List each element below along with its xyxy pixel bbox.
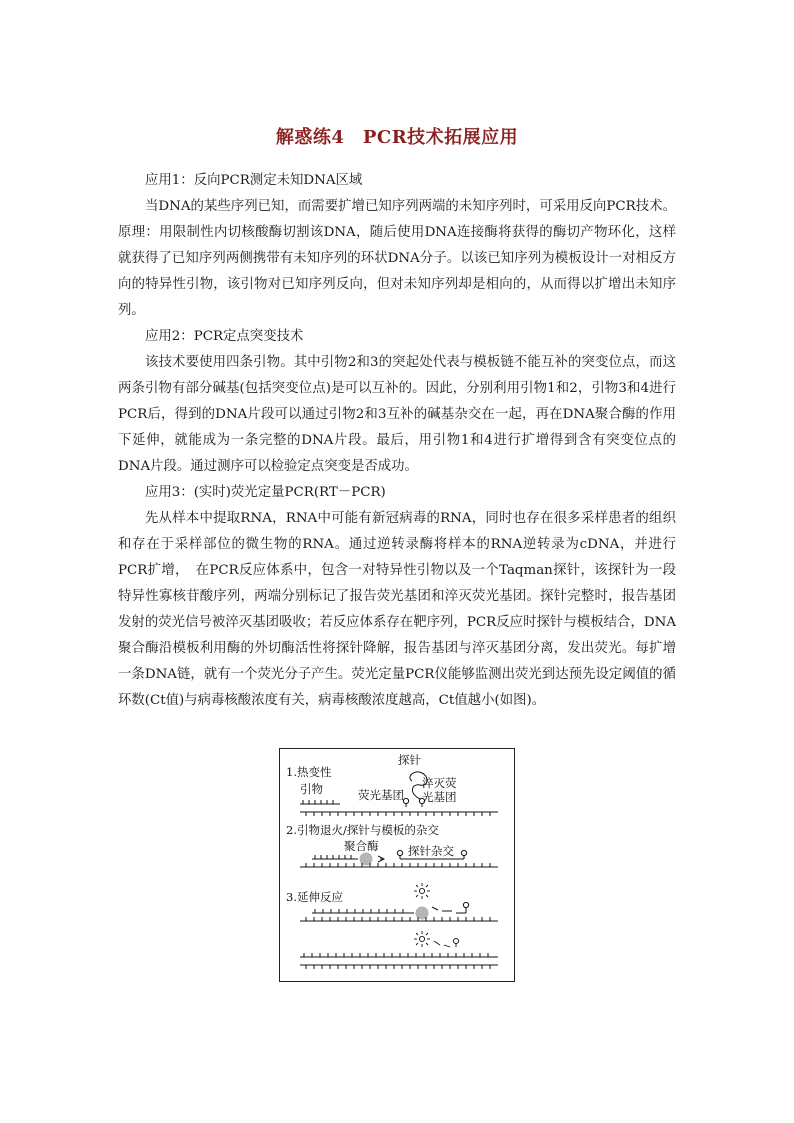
probe-label: 探针 <box>398 753 421 767</box>
polymerase-icon-step3 <box>416 907 429 920</box>
step1-template-strand <box>300 812 498 816</box>
section-heading-2: 应用2：PCR定点突变技术 <box>145 329 304 344</box>
final-strands <box>300 953 498 969</box>
step3-template-ticks <box>306 917 490 921</box>
section-paragraph-3: 先从样本中提取RNA，RNA中可能有新冠病毒的RNA，同时也存在很多采样患者的组织和存在于采样部位的微生物的RNA。通过逆转录酶将样本的RNA逆转录为cDNA，并进行PCR扩增， 在PCR反应体系中，包含一对特异性引物以及一个Taqman探针，该探针为一段特异性寡核苷酸序列，两端分别标记了报告荧光基团和淬灭荧光基团。探针完整时，报告基团发射的荧光信号被淬灭基团吸收；若反应体系存在靶序列，PCR反应时探针与模板结合，DNA聚合酶沿模板利用酶的外切酶活性将探针降解，报告基团与淬灭基团分离，发出荧光。每扩增一条DNA链，就有一个荧光分子产生。荧光定量PCR仪能够监测出荧光到达预先设定阈值的循环数(Ct值)与病毒核酸浓度有关，病毒核酸浓度越高，Ct值越小(如图)。 <box>118 511 676 708</box>
step3-burst-icon <box>414 883 430 899</box>
document-body <box>118 168 676 714</box>
final-burst-icon <box>414 931 459 947</box>
rt-pcr-diagram <box>279 748 515 982</box>
primer-label: 引物 <box>300 782 323 796</box>
step2-template-ticks <box>306 863 490 867</box>
rt-pcr-diagram-svg <box>280 749 514 981</box>
step1-primer-strand <box>300 800 340 804</box>
section-heading-3: 应用3：(实时)荧光定量PCR(RT－PCR) <box>145 485 386 500</box>
page-title: 解惑练4 PCR技术拓展应用 <box>275 127 519 148</box>
step1-label: 1.热变性 <box>286 765 332 779</box>
section-paragraph-1: 当DNA的某些序列已知，而需要扩增已知序列两端的未知序列时，可采用反向PCR技术。原理：用限制性内切核酸酶切割该DNA，随后使用DNA连接酶将获得的酶切产物环化，这样就获得了已知序列两侧携带有未知序列的环状DNA分子。以该已知序列为模板设计一对相反方向的特异性引物，该引物对已知序列反向，但对未知序列却是相向的，从而得以扩增出未知序列。 <box>118 199 676 318</box>
step3-label: 3.延伸反应 <box>286 890 343 904</box>
step2-label: 2.引物退火/探针与模板的杂交 <box>286 823 439 837</box>
hybrid-label: 探针杂交 <box>408 844 454 858</box>
quencher-label-line1: 淬灭荧 <box>422 776 457 790</box>
quencher-label-line2: 光基团 <box>422 790 457 804</box>
polymerase-label: 聚合酶 <box>344 839 379 853</box>
section-paragraph-2: 该技术要使用四条引物。其中引物2和3的突起处代表与模板链不能互补的突变位点，而这两条引物有部分碱基(包括突变位点)是可以互补的。因此，分别利用引物1和2，引物3和4进行PCR后，得到的DNA片段可以通过引物2和3互补的碱基杂交在一起，再在DNA聚合酶的作用下延伸，就能成为一条完整的DNA片段。最后，用引物1和4进行扩增得到含有突变位点的DNA片段。通过测序可以检验定点突变是否成功。 <box>118 355 676 474</box>
reporter-label: 荧光基团 <box>358 788 404 802</box>
section-heading-1: 应用1：反向PCR测定未知DNA区域 <box>145 173 363 188</box>
polymerase-icon-step2 <box>360 853 373 866</box>
